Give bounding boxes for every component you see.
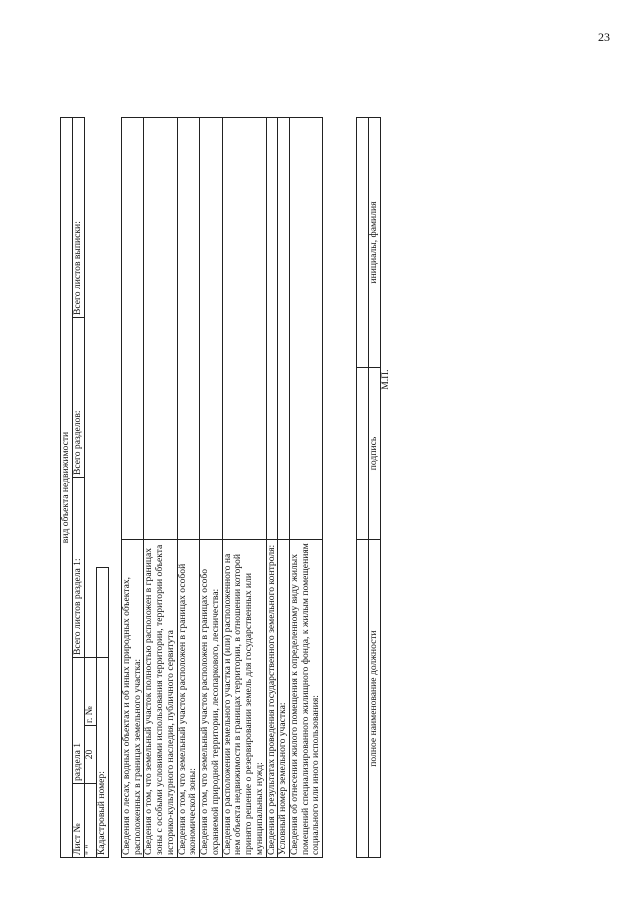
table-row <box>290 118 323 858</box>
row-label-housing-type: Сведения об отнесении жилого помещения к определенному виду жилых помещений специализированного жилищного фонда, к жилым помещениям социального или иного использования: <box>290 540 323 858</box>
cadastral-label: Кадастровый номер: <box>97 658 109 858</box>
row-value-reservation <box>222 118 266 540</box>
position-caption: полное наименование должности <box>369 540 381 858</box>
name-caption: инициалы, фамилия <box>369 118 381 368</box>
stamp-spacer-right <box>381 118 393 368</box>
row-label-land-control: Сведения о результатах проведения государственного земельного контроля: <box>266 540 278 858</box>
row-label-protected-area: Сведения о том, что земельный участок расположен в границах особо охраняемой природной территории, лесопаркового, лесничества: <box>200 540 222 858</box>
position-line <box>357 540 369 858</box>
row-label-conditional-number: Условный номер земельного участка: <box>278 540 290 858</box>
row-value-conditional-number <box>278 118 290 540</box>
object-type-label: вид объекта недвижимости <box>60 431 71 544</box>
row-value-forests <box>122 118 144 540</box>
table-row <box>122 118 144 858</box>
date-quote: " " <box>85 784 97 858</box>
stamp-spacer <box>381 540 393 858</box>
section-label: раздела 1 <box>73 658 85 784</box>
date-blank <box>85 118 97 658</box>
extract-form <box>60 118 391 858</box>
row-value-housing-type <box>290 118 323 540</box>
table-row <box>144 118 177 858</box>
rotated-form <box>60 118 450 858</box>
cadastral-value <box>97 568 109 658</box>
row-label-economic-zone: Сведения о том, что земельный участок расположен в границах особой экономической зоны: <box>177 540 199 858</box>
date-number-label: г. № <box>85 658 97 726</box>
table-row <box>222 118 266 858</box>
sign-line <box>357 368 369 540</box>
object-type-cell <box>61 118 73 858</box>
header-table <box>60 117 109 858</box>
details-table <box>121 117 323 858</box>
page-number: 23 <box>598 30 610 44</box>
cadastral-blank <box>97 118 109 568</box>
name-line <box>357 118 369 368</box>
total-sheets-label: Всего листов выписки: <box>73 118 85 318</box>
row-value-economic-zone <box>177 118 199 540</box>
sign-caption: подпись <box>369 368 381 540</box>
row-label-forests: Сведения о лесах, водных объектах и об иных природных объектах, расположенных в границах земельного участка: <box>122 540 144 858</box>
sheets-in-section-label: Всего листов раздела 1: <box>73 478 85 658</box>
sheet-label: Лист № <box>73 784 85 858</box>
row-value-protected-area <box>200 118 222 540</box>
table-row <box>278 118 290 858</box>
table-row <box>177 118 199 858</box>
date-year: 20 <box>85 726 97 784</box>
row-label-special-zone: Сведения о том, что земельный участок полностью расположен в границах зоны с особыми условиями использования территории, территории объекта историко-культурного наследия, публичного сервитута <box>144 540 177 858</box>
row-value-special-zone <box>144 118 177 540</box>
row-value-land-control <box>266 118 278 540</box>
total-sections-label: Всего разделов: <box>73 318 85 478</box>
table-row <box>200 118 222 858</box>
row-label-reservation: Сведения о расположении земельного участка и (или) расположенного на нем объекта недвижимости в границах территории, в отношении которой принято решение о резервировании земель для государственных или муниципальных нужд: <box>222 540 266 858</box>
signature-table <box>356 117 392 858</box>
table-row <box>266 118 278 858</box>
stamp-label: М.П. <box>380 369 391 390</box>
